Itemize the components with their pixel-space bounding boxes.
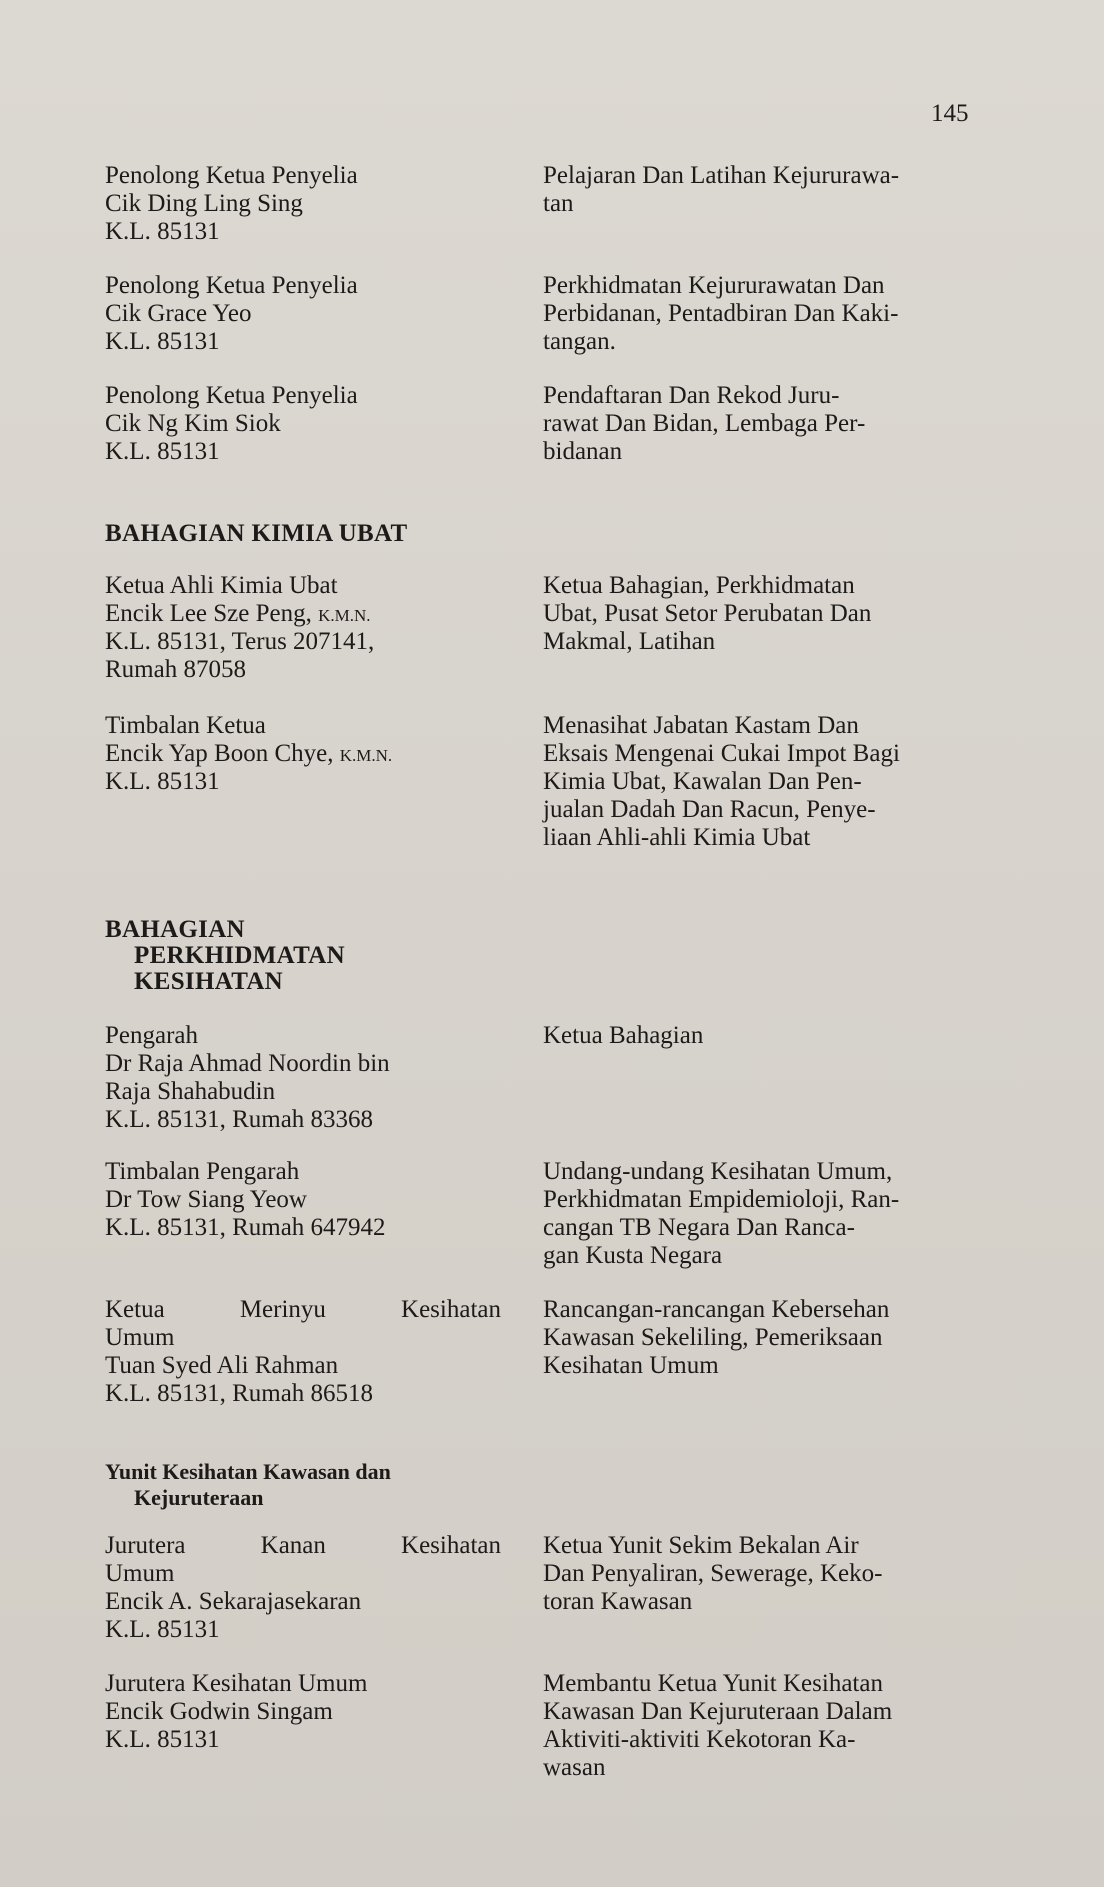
section-heading: PERKHIDMATAN	[134, 942, 345, 969]
entry-phone: K.L. 85131	[105, 768, 220, 795]
entry-phone: K.L. 85131, Rumah 86518	[105, 1380, 374, 1407]
duty-text: Pendaftaran Dan Rekod Juru-	[543, 382, 840, 409]
duty-text: bidanan	[543, 438, 623, 465]
duty-text: Membantu Ketua Yunit Kesihatan	[543, 1670, 883, 1697]
entry-title: Penolong Ketua Penyelia	[105, 272, 358, 299]
page-number: 145	[931, 100, 969, 127]
entry-phone: K.L. 85131	[105, 1726, 220, 1753]
duty-text: Perkhidmatan Empidemioloji, Ran-	[543, 1186, 900, 1213]
duty-text: Eksais Mengenai Cukai Impot Bagi	[543, 740, 900, 767]
entry-phone: K.L. 85131	[105, 438, 220, 465]
duty-text: Kesihatan Umum	[543, 1352, 719, 1379]
duty-text: wasan	[543, 1754, 606, 1781]
entry-title: Jurutera Kanan Kesihatan	[105, 1532, 501, 1559]
duty-text: Aktiviti-aktiviti Kekotoran Ka-	[543, 1726, 856, 1753]
duty-text: tan	[543, 190, 574, 217]
duty-text: Kawasan Sekeliling, Pemeriksaan	[543, 1324, 883, 1351]
entry-name: Encik Lee Sze Peng, K.M.N.	[105, 600, 371, 627]
entry-name: Cik Grace Yeo	[105, 300, 252, 327]
section-heading: KESIHATAN	[134, 968, 284, 995]
subsection-heading: Kejuruteraan	[134, 1485, 264, 1510]
duty-text: Perkhidmatan Kejururawatan Dan	[543, 272, 885, 299]
duty-text: Undang-undang Kesihatan Umum,	[543, 1158, 893, 1185]
entry-name: Cik Ng Kim Siok	[105, 410, 281, 437]
entry-name: Dr Tow Siang Yeow	[105, 1186, 307, 1213]
duty-text: Ketua Bahagian	[543, 1022, 704, 1049]
duty-text: cangan TB Negara Dan Ranca-	[543, 1214, 855, 1241]
duty-text: Menasihat Jabatan Kastam Dan	[543, 712, 859, 739]
entry-name: Encik Godwin Singam	[105, 1698, 333, 1725]
duty-text: toran Kawasan	[543, 1588, 693, 1615]
duty-text: tangan.	[543, 328, 616, 355]
duty-text: Ubat, Pusat Setor Perubatan Dan	[543, 600, 872, 627]
entry-phone: K.L. 85131, Terus 207141,	[105, 628, 375, 655]
section-heading: BAHAGIAN KIMIA UBAT	[105, 520, 408, 547]
duty-text: jualan Dadah Dan Racun, Penye-	[543, 796, 876, 823]
entry-title: Timbalan Ketua	[105, 712, 266, 739]
entry-title: Ketua Merinyu Kesihatan	[105, 1296, 501, 1323]
entry-name: Raja Shahabudin	[105, 1078, 276, 1105]
entry-name: Dr Raja Ahmad Noordin bin	[105, 1050, 390, 1077]
subsection-heading: Yunit Kesihatan Kawasan dan	[105, 1459, 391, 1484]
entry-name: Encik A. Sekarajasekaran	[105, 1588, 362, 1615]
duty-text: Pelajaran Dan Latihan Kejururawa-	[543, 162, 900, 189]
duty-text: gan Kusta Negara	[543, 1242, 723, 1269]
entry-name: Tuan Syed Ali Rahman	[105, 1352, 339, 1379]
entry-title: Jurutera Kesihatan Umum	[105, 1670, 368, 1697]
duty-text: Rancangan-rancangan Kebersehan	[543, 1296, 890, 1323]
duty-text: Dan Penyaliran, Sewerage, Keko-	[543, 1560, 883, 1587]
entry-title: Penolong Ketua Penyelia	[105, 382, 358, 409]
entry-title: Ketua Ahli Kimia Ubat	[105, 572, 338, 599]
section-heading: BAHAGIAN	[105, 916, 245, 943]
duty-text: Makmal, Latihan	[543, 628, 716, 655]
duty-text: Perbidanan, Pentadbiran Dan Kaki-	[543, 300, 899, 327]
entry-phone: K.L. 85131	[105, 328, 220, 355]
entry-title: Umum	[105, 1560, 175, 1587]
entry-name: Encik Yap Boon Chye, K.M.N.	[105, 740, 393, 767]
entry-phone: Rumah 87058	[105, 656, 246, 683]
entry-title: Timbalan Pengarah	[105, 1158, 300, 1185]
duty-text: liaan Ahli-ahli Kimia Ubat	[543, 824, 811, 851]
duty-text: Kawasan Dan Kejuruteraan Dalam	[543, 1698, 893, 1725]
entry-title: Umum	[105, 1324, 175, 1351]
duty-text: rawat Dan Bidan, Lembaga Per-	[543, 410, 866, 437]
duty-text: Ketua Bahagian, Perkhidmatan	[543, 572, 855, 599]
entry-phone: K.L. 85131, Rumah 83368	[105, 1106, 374, 1133]
duty-text: Kimia Ubat, Kawalan Dan Pen-	[543, 768, 862, 795]
entry-phone: K.L. 85131	[105, 1616, 220, 1643]
entry-title: Penolong Ketua Penyelia	[105, 162, 358, 189]
entry-title: Pengarah	[105, 1022, 199, 1049]
entry-phone: K.L. 85131	[105, 218, 220, 245]
entry-phone: K.L. 85131, Rumah 647942	[105, 1214, 386, 1241]
entry-name: Cik Ding Ling Sing	[105, 190, 303, 217]
duty-text: Ketua Yunit Sekim Bekalan Air	[543, 1532, 859, 1559]
